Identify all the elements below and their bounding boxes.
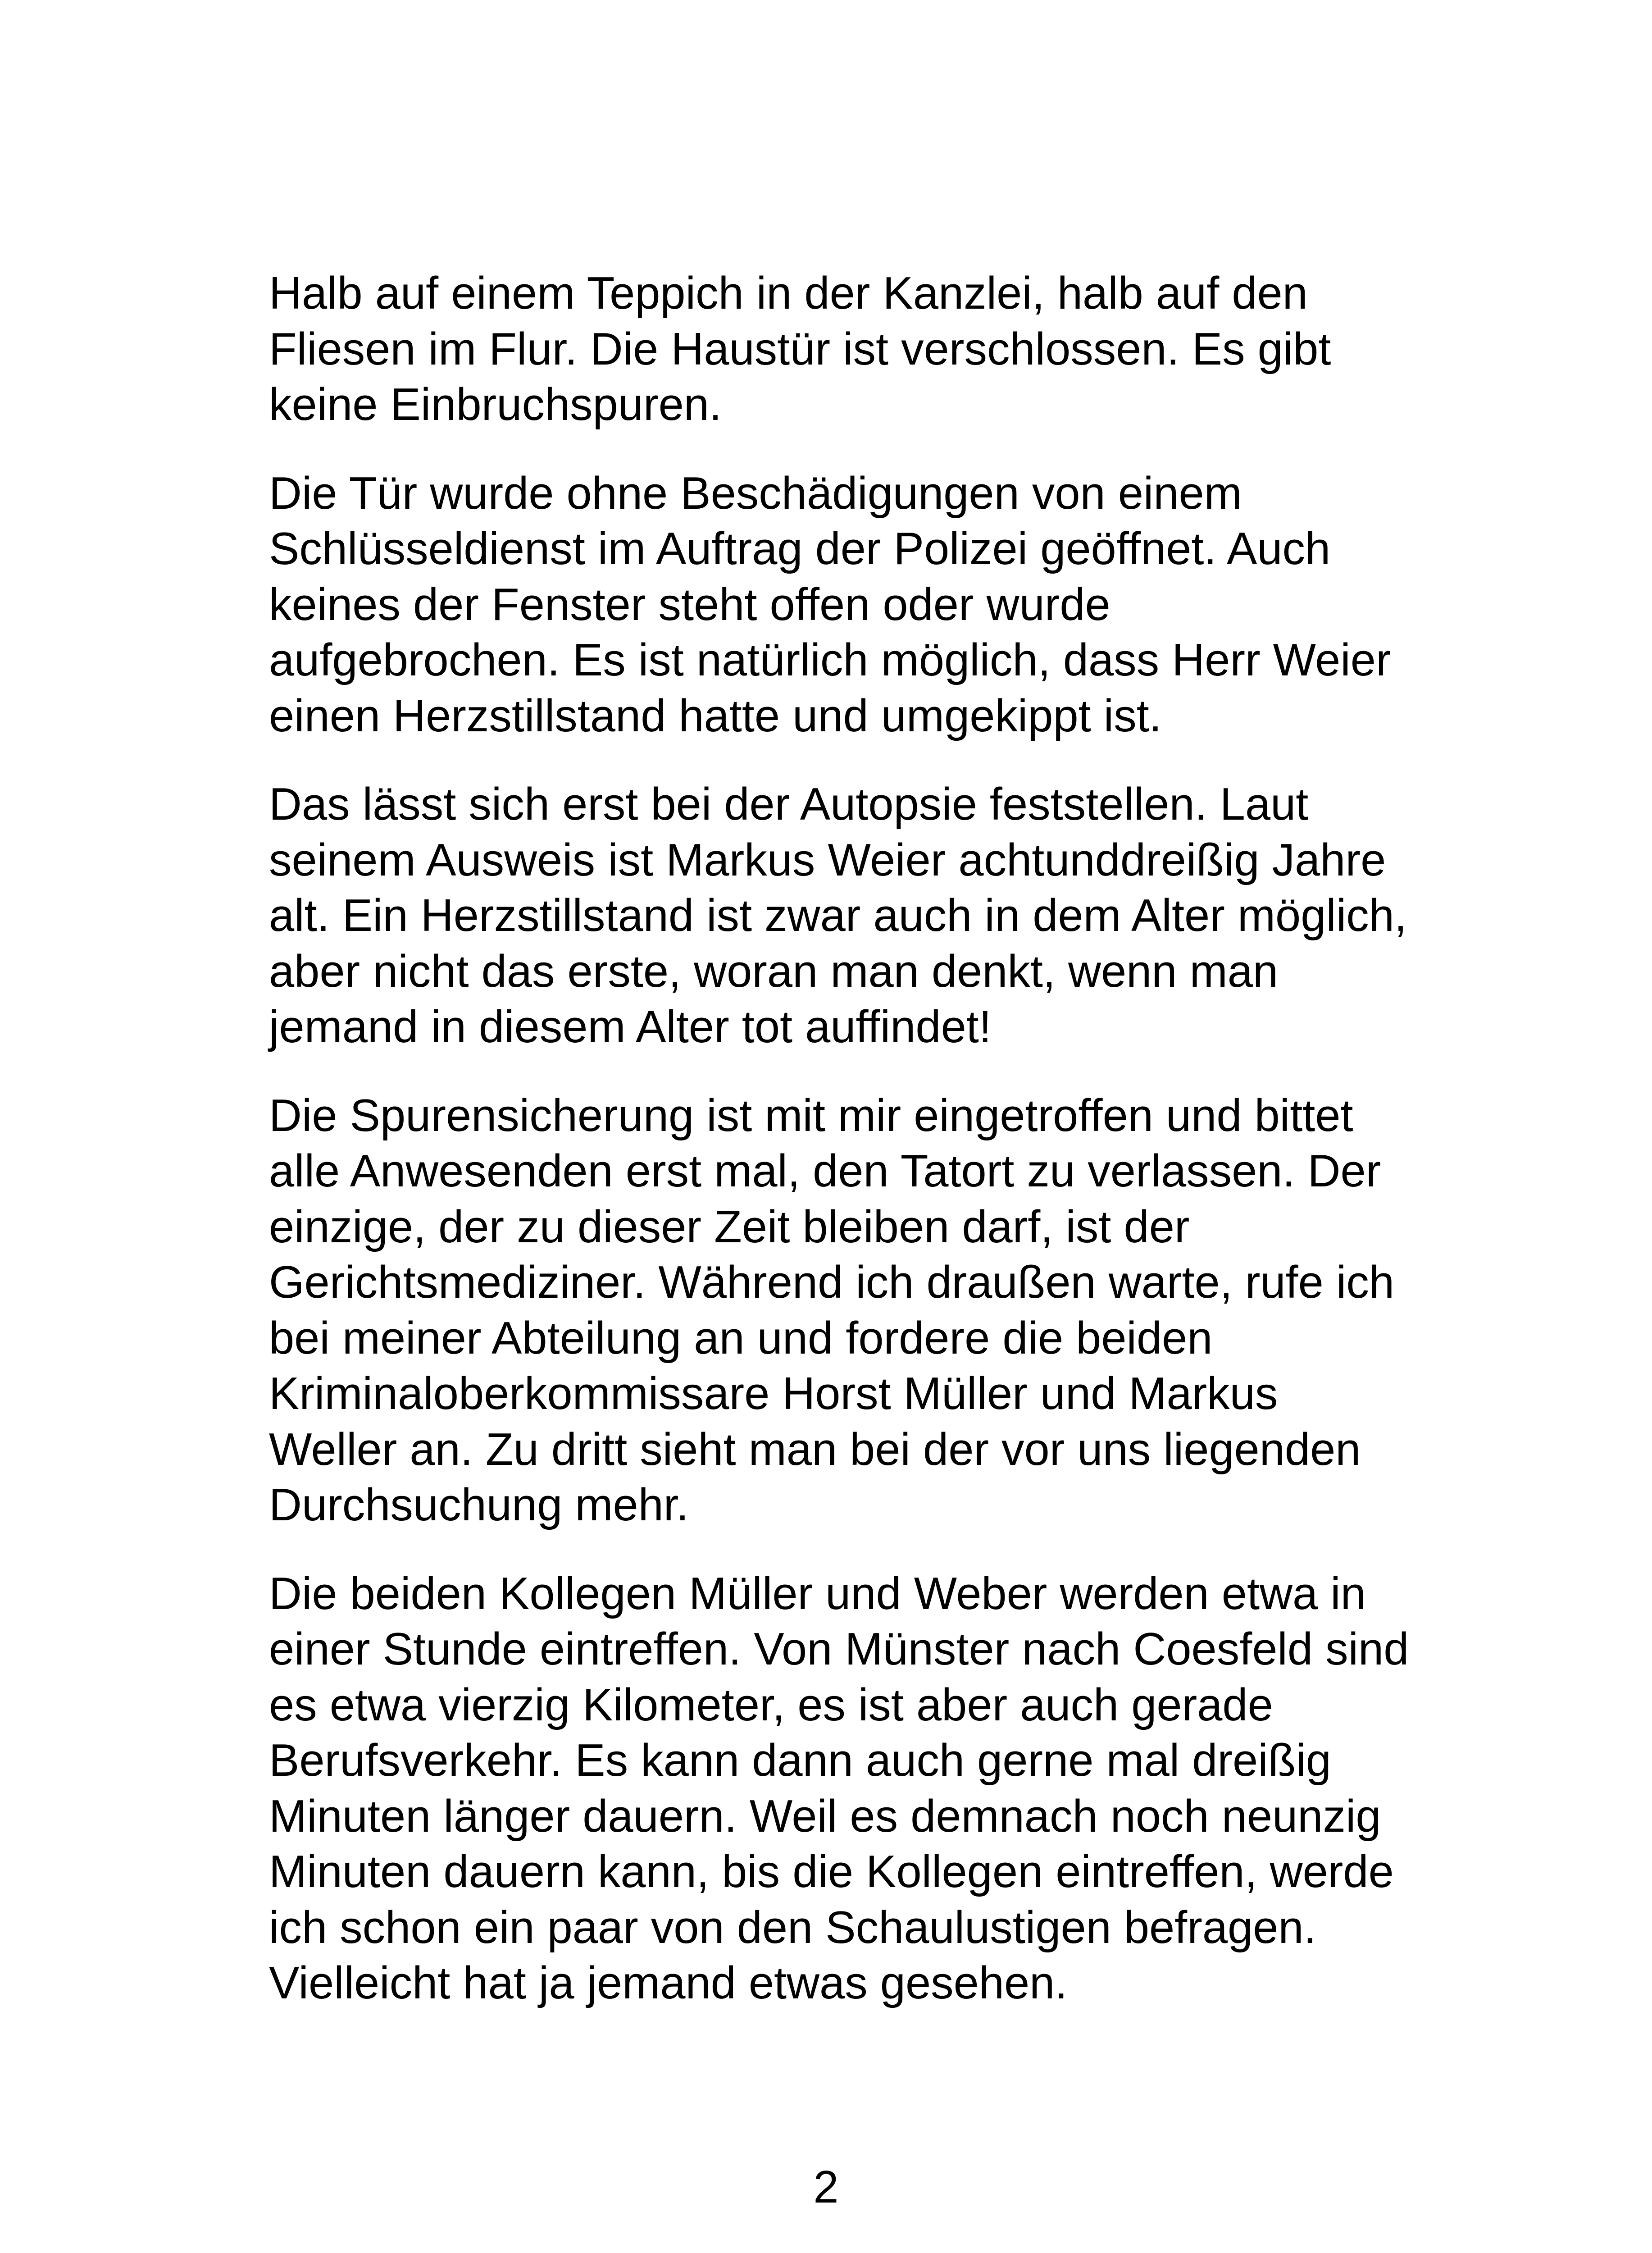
body-text bbox=[269, 266, 1413, 2011]
paragraph-1: Halb auf einem Teppich in der Kanzlei, halb auf den Fliesen im Flur. Die Haustür ist verschlossen. Es gibt keine Einbruchspuren. bbox=[269, 268, 1331, 430]
page-number: 2 bbox=[813, 2162, 839, 2212]
paragraph-3: Das lässt sich erst bei der Autopsie feststellen. Laut seinem Ausweis ist Markus Weier achtunddreißig Jahre alt. Ein Herzstillstand ist zwar auch in dem Alter möglich, aber nicht das erste, woran man denkt, wenn man jemand in diesem Alter tot auffindet! bbox=[269, 779, 1407, 1052]
paragraph-5: Die beiden Kollegen Müller und Weber werden etwa in einer Stunde eintreffen. Von Münster nach Coesfeld sind es etwa vierzig Kilometer, es ist aber auch gerade Berufsverkehr. Es kann dann auch gerne mal dreißig Minuten länger dauern. Weil es demnach noch neunzig Minuten dauern kann, bis die Kollegen eintreffen, werde ich schon ein paar von den Schaulustigen befragen. Vielleicht hat ja jemand etwas gesehen. bbox=[269, 1568, 1409, 2008]
paragraph-2: Die Tür wurde ohne Beschädigungen von einem Schlüsseldienst im Auftrag der Polizei geöffnet. Auch keines der Fenster steht offen oder wurde aufgebrochen. Es ist natürlich möglich, dass Herr Weier einen Herzstillstand hatte und umgekippt ist. bbox=[269, 468, 1391, 741]
paragraph-4: Die Spurensicherung ist mit mir eingetroffen und bittet alle Anwesenden erst mal, den Tatort zu verlassen. Der einzige, der zu dieser Zeit bleiben darf, ist der Gerichtsmediziner. Während ich draußen warte, rufe ich bei meiner Abteilung an und fordere die beiden Kriminaloberkommissare Horst Müller und Markus Weller an. Zu dritt sieht man bei der vor uns liegenden Durchsuchung mehr. bbox=[269, 1090, 1395, 1530]
